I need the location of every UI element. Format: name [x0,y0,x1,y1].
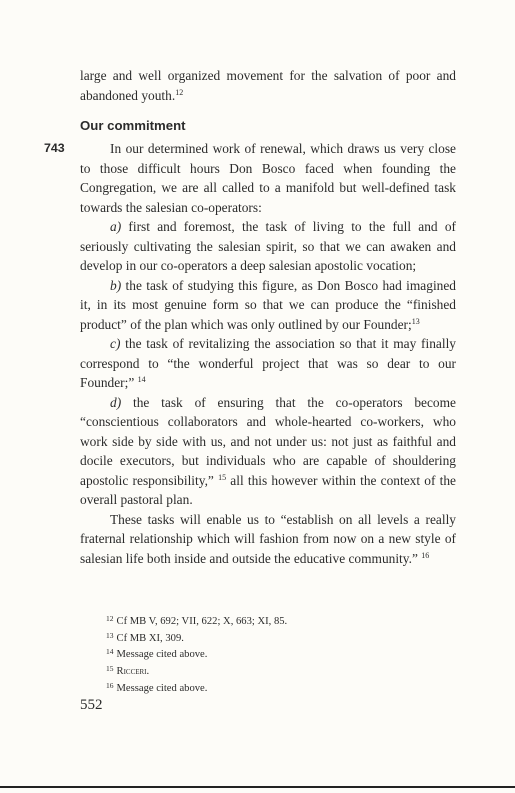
footnote-ref-13: 13 [411,316,420,326]
footnote-text: Message cited above. [116,649,208,661]
item-d-letter: d) [110,394,122,410]
paragraph-commitment: In our determined work of renewal, which draws us very close to those difficult hours Don Bosco faced when founding the Congregation, we are all called to a manifold but well-defined task towards the salesian co-operators: [80,141,456,215]
footnote-number: 15 [106,664,114,674]
item-c-letter: c) [110,336,121,351]
item-a-text: first and foremost, the task of living to the full and of seriously cultivating the salesian spirit, so that we can awaken and develop in our co-operators a deep salesian apostolic vocation; [80,219,456,273]
footnote-number: 12 [106,614,114,623]
footnote-number: 16 [106,680,114,690]
footnote-text: Message cited above. [116,682,208,694]
item-b-text: the task of studying this figure, as Don Bosco had imagined it, in its most genuine form so that we can produce the “finished product” of the plan which was only outlined by our Founder; [80,277,456,332]
item-c-text: the task of revitalizing the association so that it may finally correspond to “the wonderful project that was so dear to our Founder;” [80,336,456,390]
list-item-d [80,393,456,510]
footnote-text: Ricceri. [116,666,150,678]
item-b-letter: b) [110,277,122,293]
footnote-ref-16: 16 [421,550,430,560]
intro-paragraph [80,66,456,105]
section-body [80,139,456,568]
footnote-text: Cf MB XI, 309. [116,632,184,644]
footnote [106,645,446,662]
footnote-ref-15: 15 [218,472,227,482]
footnote-ref-14: 14 [137,375,146,384]
footnote [106,679,446,696]
footnote [106,629,446,646]
item-d-tail: all this however within the context of the overall pastoral plan. [80,472,456,507]
item-a-letter: a) [110,219,122,234]
intro-text: large and well organized movement for the salvation of poor and abandoned youth. [80,68,456,103]
list-item-b [80,276,456,335]
list-item-a [80,217,456,276]
footnote [106,612,446,629]
footnote [106,662,446,679]
bottom-edge-line [0,786,515,788]
item-d-text: the task of ensuring that the co-operators become “conscientious collaborators and whole-hearted co-workers, who work side by side with us, and not under us: not just as faithful and docile executors, but individuals who are capable of shouldering apostolic responsibility,” [80,394,456,488]
footnote-number: 14 [106,647,114,657]
para2-text: These tasks will enable us to “establish on all levels a really fraternal relationship which will fashion from now on a new style of salesian life both inside and outside the educative community.” [80,511,456,566]
footnote-text: Cf MB V, 692; VII, 622; X, 663; XI, 85. [116,616,288,627]
footnote-ref-12: 12 [175,87,184,97]
margin-paragraph-number: 743 [44,141,65,155]
section-heading: Our commitment [80,118,186,133]
paragraph-tasks [80,510,456,569]
footnotes [106,612,446,696]
footnote-number: 13 [106,630,114,640]
page-number: 552 [80,697,103,713]
list-item-c [80,334,456,393]
